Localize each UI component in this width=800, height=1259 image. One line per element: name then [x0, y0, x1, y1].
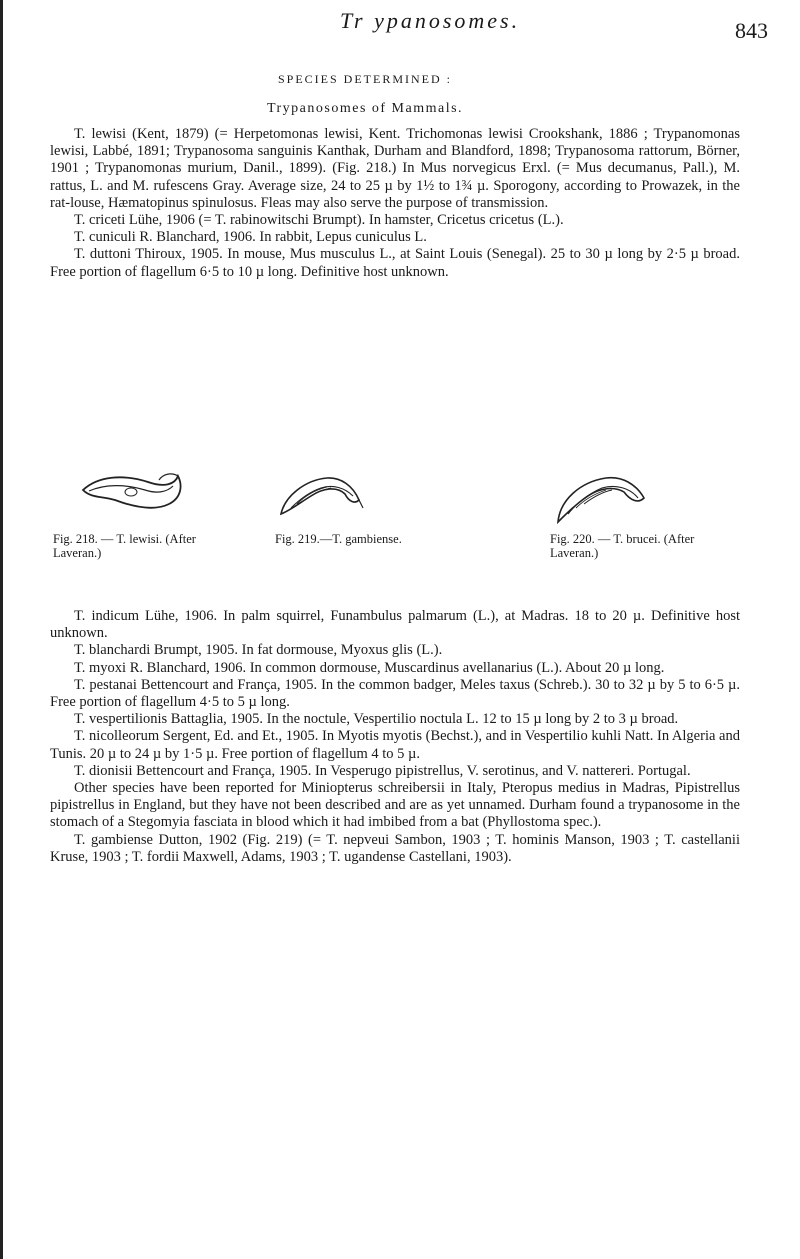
paragraph-t-nicolleorum: T. nicolleorum Sergent, Ed. and Et., 1905. In Myotis myotis (Bechst.), and in Vespertilio kuhli Natt. In Algeria and Tunis. 20 µ to 24 µ by 1·5 µ. Free portion of flagellum 4 to 5 µ.	[50, 728, 740, 762]
page-number: 843	[735, 18, 768, 43]
paragraph-t-vespertilionis: T. vespertilionis Battaglia, 1905. In the noctule, Vespertilio noctula L. 12 to 15 µ long by 2 to 3 µ broad.	[74, 711, 679, 728]
paragraph-t-myoxi: T. myoxi R. Blanchard, 1906. In common dormouse, Muscardinus avellanarius (L.). About 20 µ long.	[74, 659, 665, 676]
paragraph-t-indicum: T. indicum Lühe, 1906. In palm squirrel, Funambulus palmarum (L.), at Madras. 18 to 20 µ. Definitive host unknown.	[50, 608, 740, 642]
trypanosome-lewisi-icon	[53, 470, 203, 528]
paragraph-t-blanchardi: T. blanchardi Brumpt, 1905. In fat dormouse, Myoxus glis (L.).	[74, 642, 443, 659]
paragraph-t-lewisi: T. lewisi (Kent, 1879) (= Herpetomonas lewisi, Kent. Trichomonas lewisi Crookshank, 1886 ; Trypanomonas lewisi, Labbé, 1891; Trypanosoma sanguinis Kanthak, Durham and Blandford, 1898; Trypanosoma rattorum, Börner, 1901 ; Trypanomonas murium, Danil., 1899). (Fig. 218.) In Mus norvegicus Erxl. (= Mus decumanus, Pall.), M. rattus, L. and M. rufescens Gray. Average size, 24 to 25 µ by 1½ to 1¾ µ. Sporogony, according to Prowazek, in the rat-louse, Hæmatopinus spinulosus. Fleas may also serve the purpose of transmission.	[50, 126, 740, 211]
figure-220	[550, 470, 740, 560]
figure-218	[53, 470, 213, 560]
figure-219	[275, 470, 440, 546]
section-heading: Trypanosomes of Mammals.	[266, 101, 464, 116]
running-title: Tr ypanosomes.	[340, 8, 521, 33]
text-block-bottom	[50, 608, 740, 866]
paragraph-t-cuniculi: T. cuniculi R. Blanchard, 1906. In rabbit, Lepus cuniculus L.	[74, 229, 427, 246]
species-determined-heading: SPECIES DETERMINED :	[277, 72, 452, 86]
paragraph-t-criceti: T. criceti Lühe, 1906 (= T. rabinowitschi Brumpt). In hamster, Cricetus cricetus (L.).	[74, 212, 564, 229]
paragraph-other-species: Other species have been reported for Miniopterus schreibersii in Italy, Pteropus medius in Madras, Pipistrellus pipistrellus in England, but they have not been described and are as yet unnamed. Durham found a trypanosome in the stomach of a Stegomyia fasciata in blood which it had imbibed from a bat (Phyllostoma spec.).	[50, 780, 740, 831]
figure-219-caption: Fig. 219.—T. gambiense.	[275, 532, 402, 546]
trypanosome-gambiense-icon	[275, 470, 365, 528]
paragraph-t-dionisii: T. dionisii Bettencourt and França, 1905. In Vesperugo pipistrellus, V. serotinus, and V. nattereri. Portugal.	[74, 762, 691, 779]
figure-220-caption: Fig. 220. — T. brucei. (After Laveran.)	[550, 532, 695, 560]
paragraph-t-duttoni: T. duttoni Thiroux, 1905. In mouse, Mus musculus L., at Saint Louis (Senegal). 25 to 30 µ long by 2·5 µ broad. Free portion of flagellum 6·5 to 10 µ long. Definitive host unknown.	[50, 246, 740, 280]
text-block-top	[50, 126, 740, 281]
paragraph-t-pestanai: T. pestanai Bettencourt and França, 1905. In the common badger, Meles taxus (Schreb.). 30 to 32 µ by 5 to 6·5 µ. Free portion of flagellum 4·5 to 5 µ long.	[50, 676, 740, 711]
page-edge-shadow	[0, 0, 3, 1259]
trypanosome-brucei-icon	[550, 470, 650, 528]
figure-row	[45, 470, 745, 590]
paragraph-t-gambiense: T. gambiense Dutton, 1902 (Fig. 219) (= T. nepveui Sambon, 1903 ; T. hominis Manson, 1903 ; T. castellanii Kruse, 1903 ; T. fordii Maxwell, Adams, 1903 ; T. ugandense Castellani, 1903).	[50, 831, 740, 865]
figure-218-caption: Fig. 218. — T. lewisi. (After Laveran.)	[53, 532, 196, 560]
